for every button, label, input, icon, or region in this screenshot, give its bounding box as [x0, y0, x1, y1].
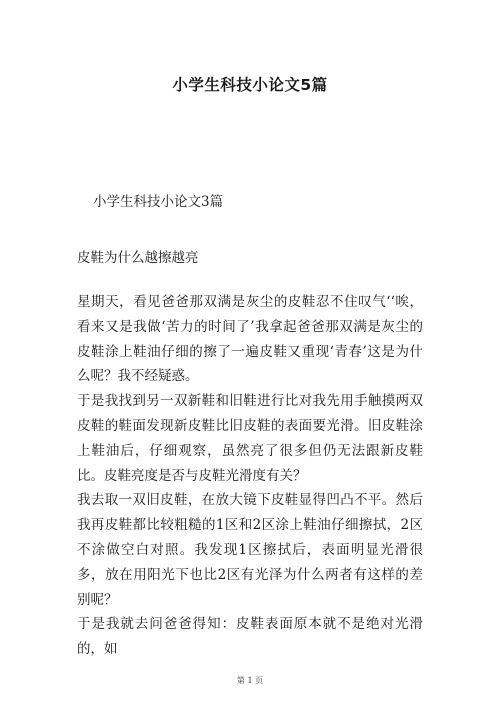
paragraph: 星期天，看见爸爸那双满是灰尘的皮鞋忍不住叹气‘‘唉，看来又是我做‘苦力的时间了’我拿起爸爸那双满是灰尘的皮鞋涂上鞋油仔细的擦了一遍皮鞋又重现‘青春’这是为什么呢？我不经疑惑。 [77, 294, 423, 385]
page-number: 第 1 页 [236, 676, 264, 685]
document-subtitle: 小学生科技小论文3篇 [93, 194, 224, 210]
paragraph: 于是我找到另一双新鞋和旧鞋进行比对我先用手触摸两双皮鞋的鞋面发现新皮鞋比旧皮鞋的表面要光滑。旧皮鞋涂上鞋油后，仔细观察，虽然亮了很多但仍无法跟新皮鞋比。皮鞋亮度是否与皮鞋光滑度有关？ [77, 393, 423, 484]
paragraph: 于是我就去问爸爸得知：皮鞋表面原本就不是绝对光滑的，如 [77, 616, 423, 658]
document-title: 小学生科技小论文5篇 [172, 76, 328, 94]
document-body [77, 290, 423, 662]
section-heading: 皮鞋为什么越擦越亮 [77, 250, 199, 266]
paragraph: 我去取一双旧皮鞋，在放大镜下皮鞋显得凹凸不平。然后我再皮鞋都比较粗糙的1区和2区涂上鞋油仔细擦拭，2区不涂做空白对照。我发现1区擦拭后，表面明显光滑很多，放在用阳光下也比2区有光泽为什么两者有这样的差别呢？ [77, 492, 423, 608]
